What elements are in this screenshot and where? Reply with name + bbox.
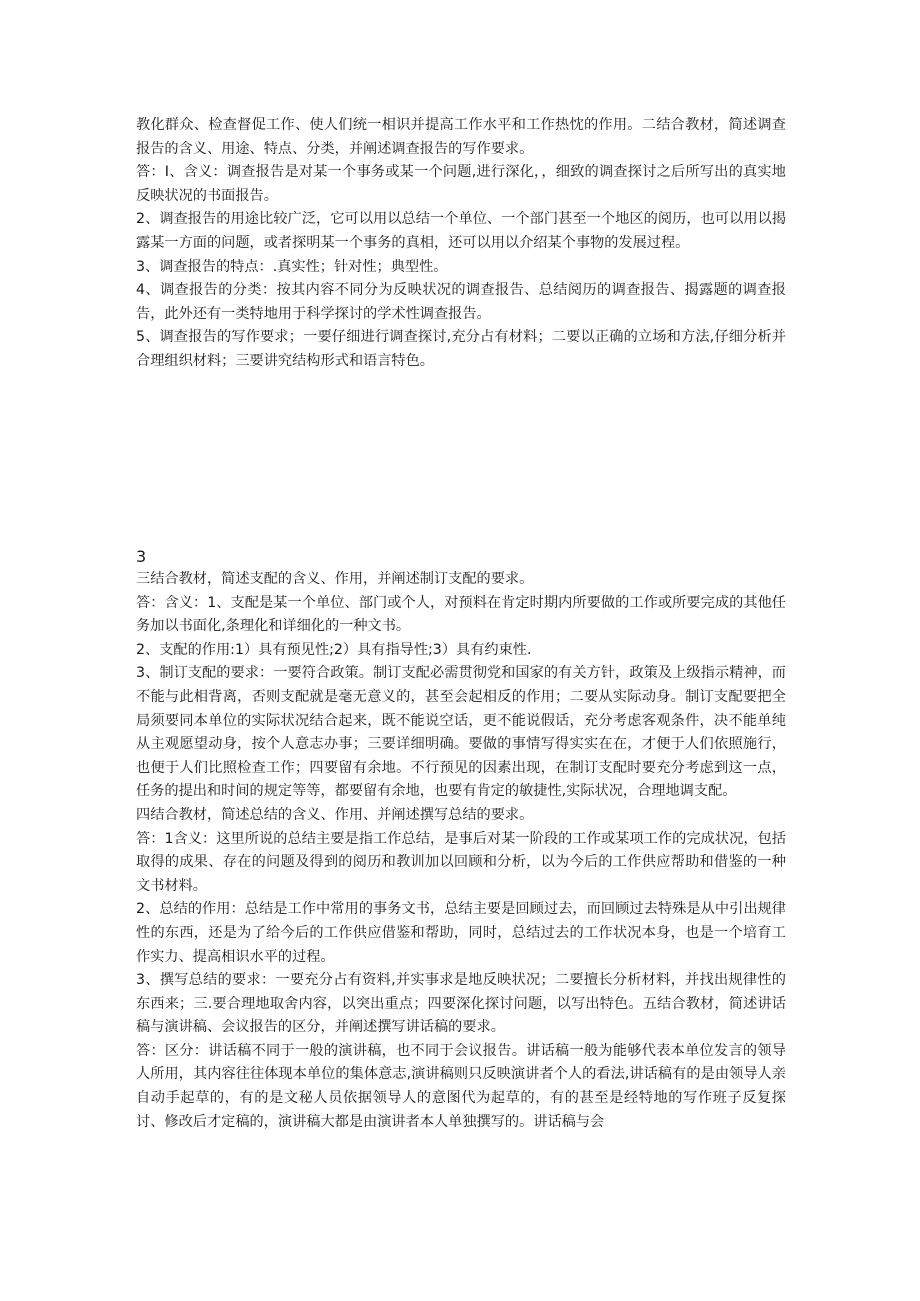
text-section-lower [136, 568, 786, 1134]
paragraph-report-features: 3、调查报告的特点：.真实性；针对性；典型性。 [136, 258, 448, 275]
paragraph-answer-definition: 答：I、含义：调查报告是对某一个事务或某一个问题,进行深化，，细致的调查探讨之后所写出的真实地反映状况的书面报告。 [136, 164, 786, 204]
text-section-upper [136, 114, 786, 374]
paragraph-plan-definition: 答：含义：1、支配是某一个单位、部门或个人，对预料在肯定时期内所要做的工作或所要完成的其他任务加以书面化,条理化和详细化的一种文书。 [136, 594, 786, 635]
paragraph-report-uses: 2、调查报告的用途比较广泛，它可以用以总结一个单位、一个部门甚至一个地区的阅历，也可以用以揭露某一方面的问题，或者探明某一个事务的真相，还可以用以介绍某个事物的发展过程。 [136, 211, 786, 251]
paragraph-plan-requirements: 3、制订支配的要求：一要符合政策。制订支配必需贯彻党和国家的有关方针，政策及上级指示精神，而不能与此相背离，否则支配就是毫无意义的，甚至会起相反的作用；二要从实际动身。制订支配要把全局须要同本单位的实际状况结合起来，既不能说空话，更不能说假话，充分考虑客观条件，决不能单纯从主观愿望动身，按个人意志办事；三要详细明确。要做的事情写得实实在在，才便于人们依照施行，也便于人们比照检查工作；四要留有余地。不行预见的因素出现，在制订支配时要充分考虑到这一点，任务的提出和时间的规定等等，都要留有余地，也要有肯定的敏捷性,实际状况，合理地调支配。 [136, 665, 786, 800]
paragraph-speech-differences: 答：区分：讲话稿不同于一般的演讲稿，也不同于会议报告。讲话稿一般为能够代表本单位发言的领导人所用，其内容往往体现本单位的集体意志,演讲稿则只反映演讲者个人的看法,讲话稿有的是由领导人亲自动手起草的，有的是文秘人员依据领导人的意图代为起草的，有的甚至是经特地的写作班子反复探讨、修改后才定稿的，演讲稿大都是由演讲者本人单独撰写的。讲话稿与会 [136, 1042, 786, 1130]
paragraph-report-requirements: 5、调查报告的写作要求；一要仔细进行调查探讨,充分占有材料；二要以正确的立场和方法,仔细分析并合理组织材料；三要讲究结构形式和语言特色。 [136, 329, 786, 369]
paragraph-summary-definition: 答：1含义：这里所说的总结主要是指工作总结，是事后对某一阶段的工作或某项工作的完成状况，包括取得的成果、存在的问题及得到的阅历和教训加以回顾和分析，以为今后的工作供应帮助和借鉴的一种文书材料。 [136, 830, 786, 894]
page-number: 3 [136, 547, 147, 566]
paragraph-question-four: 四结合教材，简述总结的含义、作用、并阐述撰写总结的要求。 [136, 806, 534, 823]
paragraph-intro: 教化群众、检查督促工作、使人们统一相识并提高工作水平和工作热忱的作用。二结合教材，简述调查报告的含义、用途、特点、分类，并阐述调查报告的写作要求。 [136, 117, 786, 157]
paragraph-question-three: 三结合教材，简述支配的含义、作用，并阐述制订支配的要求。 [136, 571, 534, 587]
paragraph-summary-functions: 2、总结的作用：总结是工作中常用的事务文书，总结主要是回顾过去，而回顾过去特殊是从中引出规律性的东西，还是为了给今后的工作供应借鉴和帮助，同时，总结过去的工作状况本身，也是一个培育工作实力、提高相识水平的过程。 [136, 901, 786, 965]
paragraph-plan-functions: 2、支配的作用:1）具有预见性;2）具有指导性;3）具有约束性. [136, 641, 532, 658]
paragraph-summary-requirements: 3、撰写总结的要求：一要充分占有资料,并实事求是地反映状况；二要擅长分析材料，并找出规律性的东西来；三.要合理地取舍内容，以突出重点；四要深化探讨问题，以写出特色。五结合教材，简述讲话稿与演讲稿、会议报告的区分，并阐述撰写讲话稿的要求。 [136, 972, 786, 1036]
paragraph-report-categories: 4、调查报告的分类：按其内容不同分为反映状况的调查报告、总结阅历的调查报告、揭露题的调查报告，此外还有一类特地用于科学探讨的学术性调查报告。 [136, 282, 786, 322]
